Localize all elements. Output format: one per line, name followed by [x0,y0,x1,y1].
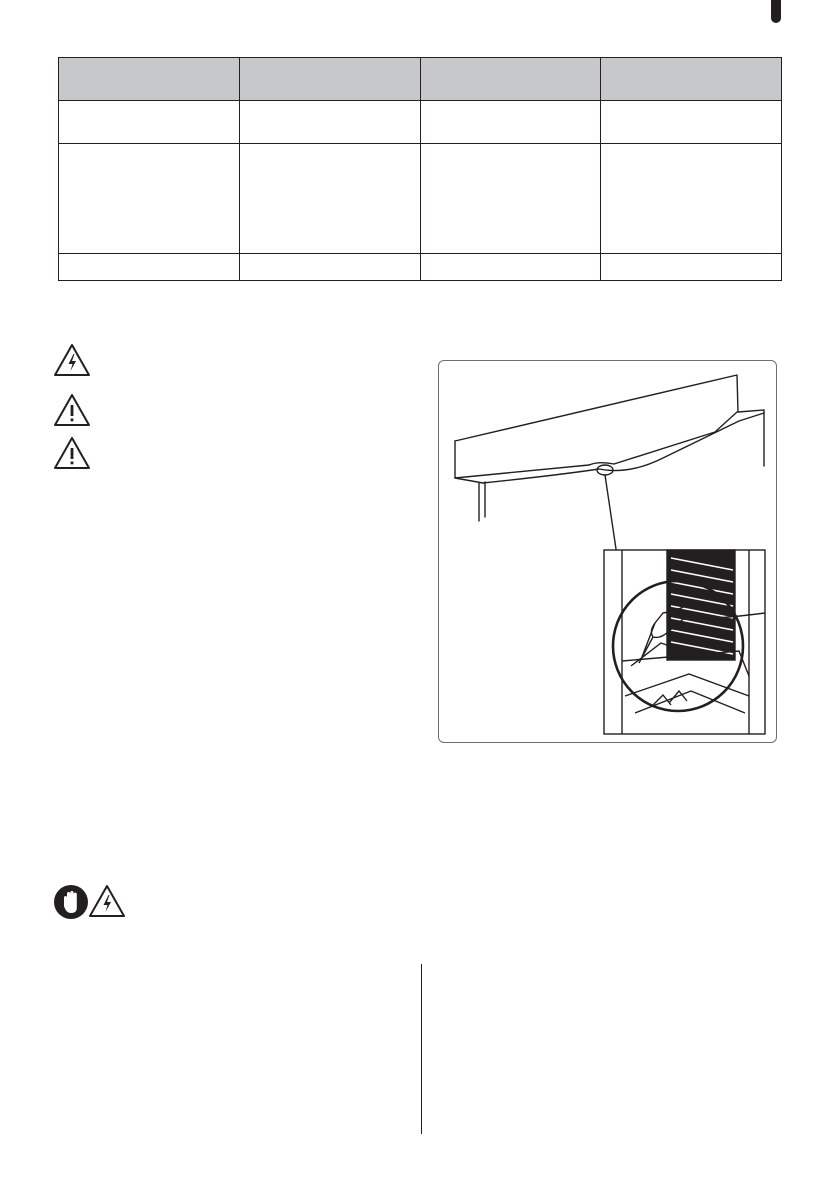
table-cell [239,101,420,144]
drain-cleaning-illustration [438,360,777,743]
column-divider [421,964,422,1134]
table-cell [420,101,601,144]
table-header-cell [59,58,240,101]
table-cell [420,144,601,254]
table-row [59,144,782,254]
general-warning-icon [53,436,91,470]
table-header-cell [601,58,782,101]
table-cell [601,253,782,280]
general-warning-icon [53,393,91,427]
table-cell [59,101,240,144]
table-cell [420,253,601,280]
table-header-cell [239,58,420,101]
table-cell [59,253,240,280]
table-header-cell [420,58,601,101]
table-cell [239,253,420,280]
appliance-drawing [439,361,777,743]
spec-table [58,57,782,281]
table-cell [601,144,782,254]
electric-shock-warning-icon [88,884,126,918]
table-cell [601,101,782,144]
table-cell [239,144,420,254]
table-header-row [59,58,782,101]
table-cell [59,144,240,254]
stop-hand-icon [53,884,89,920]
table-row [59,101,782,144]
electric-shock-warning-icon [53,343,91,377]
page-edge-tab [771,0,781,23]
table-row [59,253,782,280]
